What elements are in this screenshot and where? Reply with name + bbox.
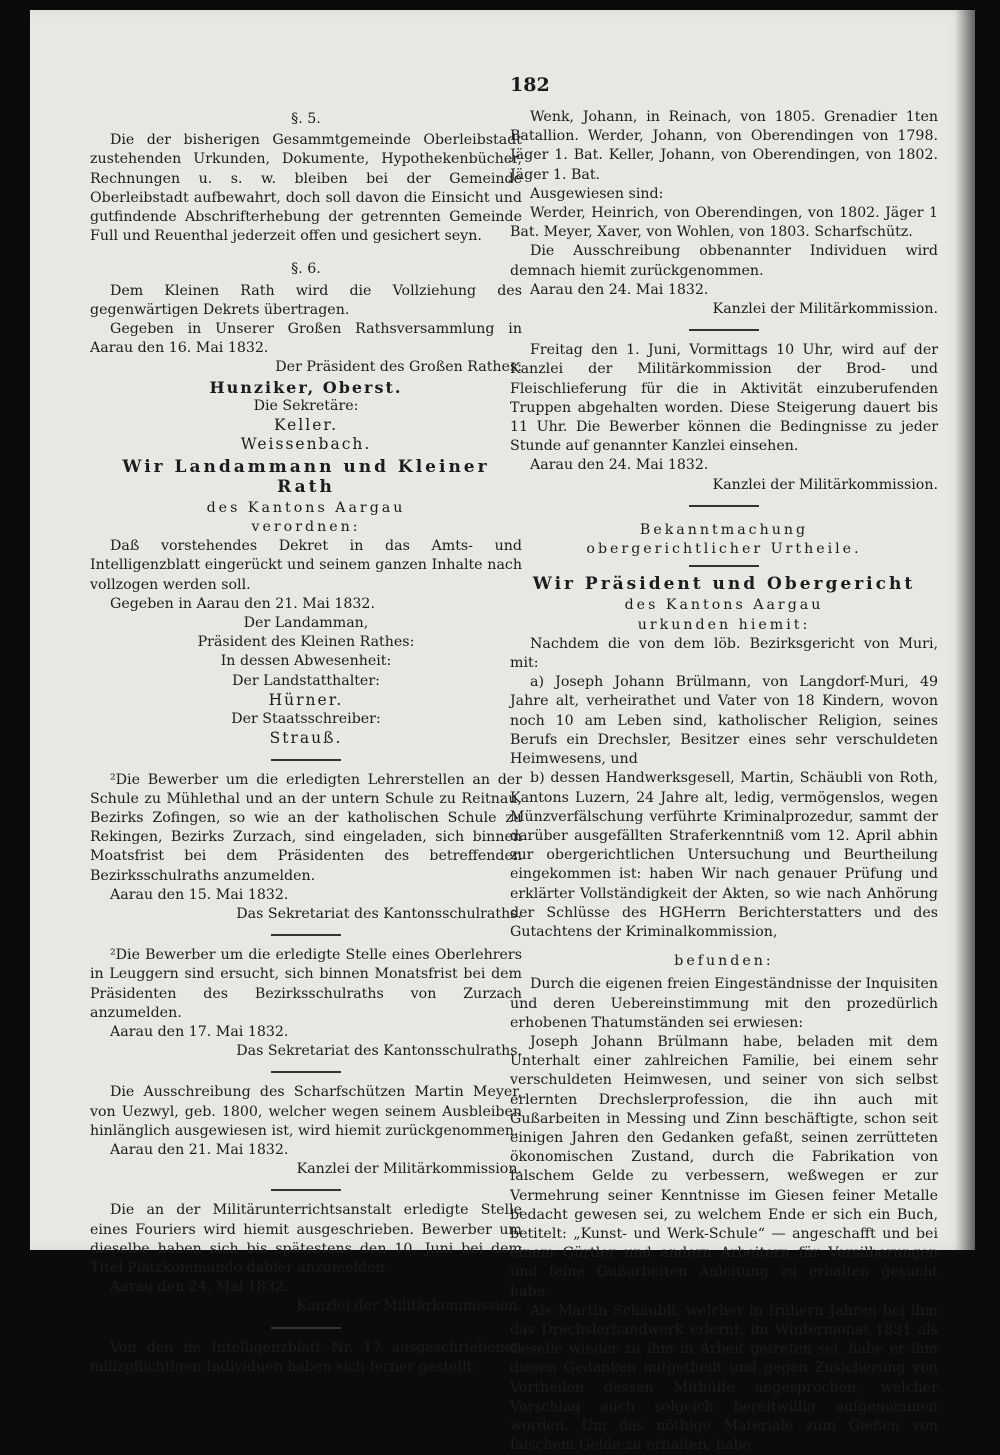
notice-5-text: Von den im Intelligenzblatt Nr. 17 ausgeschriebenen milizpflichtigen Individuen haben sich ferner gestellt: <box>90 1339 522 1375</box>
notice-2-sign: Das Sekretariat des Kantonsschulraths. <box>236 1043 522 1060</box>
judgment-item-a: a) Joseph Johann Brülmann, von Langdorf-Muri, 49 Jahre alt, verheirathet und Vater von 18 Kindern, wovon noch 10 am Leben sind, katholischer Religion, seines Berufs ein Drechsler, Besitzer eines sehr verschuldeten Heimwesens, und <box>510 674 938 768</box>
judgment-paragraph-1: Durch die eigenen freien Eingeständnisse der Inquisiten und deren Uebereinstimmung mit den prozedürlich erhobenen Thatumständen sei erwiesen: <box>510 976 938 1031</box>
divider <box>271 1327 341 1329</box>
divider <box>271 934 341 936</box>
newspaper-page <box>30 10 975 1454</box>
president-title: Der Präsident des Großen Rathes: <box>275 359 522 376</box>
ausgewiesen-label: Ausgewiesen sind: <box>530 185 664 202</box>
continuation-text-1: Wenk, Johann, in Reinach, von 1805. Grenadier 1ten Batallion. Werder, Johann, von Oberendingen von 1798. Jäger 1. Bat. Keller, Johann, von Oberendingen, von 1802. Jäger 1. Bat. <box>510 109 938 183</box>
divider <box>689 329 759 331</box>
continuation-date: Aarau den 24. Mai 1832. <box>530 281 709 298</box>
decree-text: Daß vorstehendes Dekret in das Amts- und Intelligenzblatt eingerückt und seinem ganzen Inhalte nach vollzogen werden soll. <box>90 538 522 593</box>
notice-3-sign: Kanzlei der Militärkommission. <box>296 1161 522 1178</box>
page-gutter-shadow <box>955 10 975 1250</box>
notice-4-sign: Kanzlei der Militärkommission. <box>296 1298 522 1315</box>
notice-supply-date: Aarau den 24. Mai 1832. <box>530 457 709 474</box>
divider <box>689 505 759 507</box>
notice-4-text: Die an der Militärunterrichtsanstalt erledigte Stelle eines Fouriers wird hiemit ausgeschrieben. Bewerber um dieselbe haben sich bis spätestens den 10. Juni bei dem Titel Platzkommando dabier anzumelden. <box>90 1202 522 1276</box>
decree-heading: Wir Landammann und Kleiner Rath <box>122 457 490 497</box>
announcement-subheading: obergerichtlicher Urtheile. <box>586 541 862 558</box>
section-6-given: Gegeben in Unserer Großen Rathsversammlung in Aarau den 16. Mai 1832. <box>90 321 522 357</box>
court-canton: des Kantons Aargau <box>624 597 824 614</box>
court-heading: Wir Präsident und Obergericht <box>532 574 916 595</box>
decree-sig-7: Strauß. <box>269 729 343 748</box>
notice-1-sign: Das Sekretariat des Kantonsschulraths. <box>236 905 522 922</box>
section-6-text: Dem Kleinen Rath wird die Vollziehung des gegenwärtigen Dekrets übertragen. <box>90 282 522 318</box>
decree-sig-4: Der Landstatthalter: <box>232 672 380 689</box>
judgment-intro: Nachdem die von dem löb. Bezirksgericht von Muri, mit: <box>510 635 938 672</box>
decree-sig-2: Präsident des Kleinen Rathes: <box>197 634 415 651</box>
judgment-item-b: b) dessen Handwerksgesell, Martin, Schäubli von Roth, Kantons Luzern, 24 Jahre alt, ledig, vermögenslos, wegen Münzverfälschung verführte Kriminalprozedur, sammt der darüber ausgefällten Straferkenntniß vom 12. April abhin zur obergerichtlichen Untersuchung und Beurtheilung eingekommen ist: haben Wir nach genauer Prüfung und erklärter Vollständigkeit der Akten, so wie nach Anhörung der Schlüsse des HGHerrn Berichterstatters und des Gutachtens der Kriminalkommission, <box>510 770 938 940</box>
secretaries-title: Die Sekretäre: <box>253 397 359 414</box>
notice-1-date: Aarau den 15. Mai 1832. <box>110 886 289 903</box>
section-5-text: Die der bisherigen Gesammtgemeinde Oberleibstadt zustehenden Urkunden, Dokumente, Hypothekenbücher, Rechnungen u. s. w. bleiben bei der Gemeinde Oberleibstadt aufbewahrt, doch soll davon die Einsicht und gutfindende Abschrifterhebung der getrennten Gemeinde Full und Reuenthal jederzeit offen und gesichert seyn. <box>90 132 522 245</box>
court-verb: urkunden hiemit: <box>637 616 811 633</box>
decree-sig-6: Der Staatsschreiber: <box>231 711 381 728</box>
decree-sig-5: Hürner. <box>268 690 344 709</box>
notice-3-text: Die Ausschreibung des Scharfschützen Martin Meyer, von Uezwyl, geb. 1800, welcher wegen seinem Ausbleiben hinlänglich ausgewiesen ist, wird hiemit zurückgenommen. <box>90 1084 522 1139</box>
befunden-heading: befunden: <box>674 953 774 970</box>
decree-sig-3: In dessen Abwesenheit: <box>220 653 392 670</box>
president-name: Hunziker, Oberst. <box>209 377 403 397</box>
divider <box>271 1189 341 1191</box>
decree-sig-1: Der Landamman, <box>243 615 369 632</box>
notice-3-date: Aarau den 21. Mai 1832. <box>110 1141 289 1158</box>
divider <box>271 1071 341 1073</box>
right-column <box>510 108 938 1455</box>
notice-2-date: Aarau den 17. Mai 1832. <box>110 1023 289 1040</box>
section-5-heading: §. 5. <box>291 111 321 127</box>
decree-given: Gegeben in Aarau den 21. Mai 1832. <box>110 595 375 612</box>
decree-verb: verordnen: <box>251 519 361 536</box>
decree-canton: des Kantons Aargau <box>206 499 406 516</box>
judgment-paragraph-3: Als Martin Schäubli, welcher in frühern Jahren bei ihm das Drechslerhandwerk erlernt, im Wintermonat 1831 als Geselle wieder zu ihm in Arbeit getreten sei, habe er ihm diesen Gedanken mitgetheilt und gegen Zusicherung von Vortheilen dessen Mithülfe angesprochen, welcher Vorschlag auch solgeich bereitwillig aufgenommen worden. Um das nöthige Materiale zum Gießen von falschem Gelde zu erhalten, habe <box>510 1302 938 1454</box>
divider <box>689 565 759 567</box>
continuation-text-2: Werder, Heinrich, von Oberendingen, von 1802. Jäger 1 Bat. Meyer, Xaver, von Wohlen, von 1803. Scharfschütz. <box>510 205 938 241</box>
judgment-paragraph-2: Joseph Johann Brülmann habe, beladen mit dem Unterhalt einer zahlreichen Familie, bei einem sehr verschuldeten Heimwesen, und seiner von sich selbst erlernten Drechslerprofession, die ihn auch mit Gußarbeiten in Messing und Zinn beschäftigte, schon seit einigen Jahren den Gedanken gefaßt, seinen zerrütteten ökonomischen Zustand, durch die Fabrikation von falschem Gelde zu verbessern, weßwegen er zur Vermehrung seiner Kenntnisse im Giesen feiner Metalle bedacht gewesen sei, zu welchem Ende er sich ein Buch, betitelt: „Kunst- und Werk-Schule“ — angeschafft und bei einem Gürtler und andern Arbeitern für Versilberungen und feine Gußarbeiten Anleitung zu erhalten gesucht habe. <box>510 1033 938 1300</box>
notice-1-text: ²Die Bewerber um die erledigten Lehrerstellen an der Schule zu Mühlethal und an der untern Schule zu Reitnau, Bezirks Zofingen, so wie an der katholischen Schule zu Rekingen, Bezirks Zurzach, sind eingeladen, sich binnen Moatsfrist bei dem Präsidenten des betreffenden Bezirksschulraths anzumelden. <box>90 771 522 884</box>
notice-supply-text: Freitag den 1. Juni, Vormittags 10 Uhr, wird auf der Kanzlei der Militärkommission der Brod- und Fleischlieferung für die in Aktivität einzuberufenden Truppen abgehalten worden. Diese Steigerung dauert bis 11 Uhr. Die Bewerber können die Bedingnisse zu jeder Stunde auf genannter Kanzlei einsehen. <box>510 342 938 455</box>
section-6-heading: §. 6. <box>291 261 321 278</box>
page-number: 182 <box>510 74 550 96</box>
secretary-1: Keller. <box>273 416 339 435</box>
announcement-heading: Bekanntmachung <box>639 521 809 538</box>
notice-4-date: Aarau den 24. Mai 1832. <box>110 1279 289 1296</box>
secretary-2: Weissenbach. <box>240 435 372 454</box>
divider <box>271 759 341 761</box>
continuation-sign: Kanzlei der Militärkommission. <box>712 301 938 318</box>
notice-2-text: ²Die Bewerber um die erledigte Stelle eines Oberlehrers in Leuggern sind ersucht, sich binnen Monatsfrist bei dem Präsidenten des Bezirksschulraths von Zurzach anzumelden. <box>90 947 522 1021</box>
notice-supply-sign: Kanzlei der Militärkommission. <box>712 476 938 493</box>
left-column <box>90 108 522 1377</box>
continuation-text-3: Die Ausschreibung obbenannter Individuen wird demnach hiemit zurückgenommen. <box>510 243 938 279</box>
